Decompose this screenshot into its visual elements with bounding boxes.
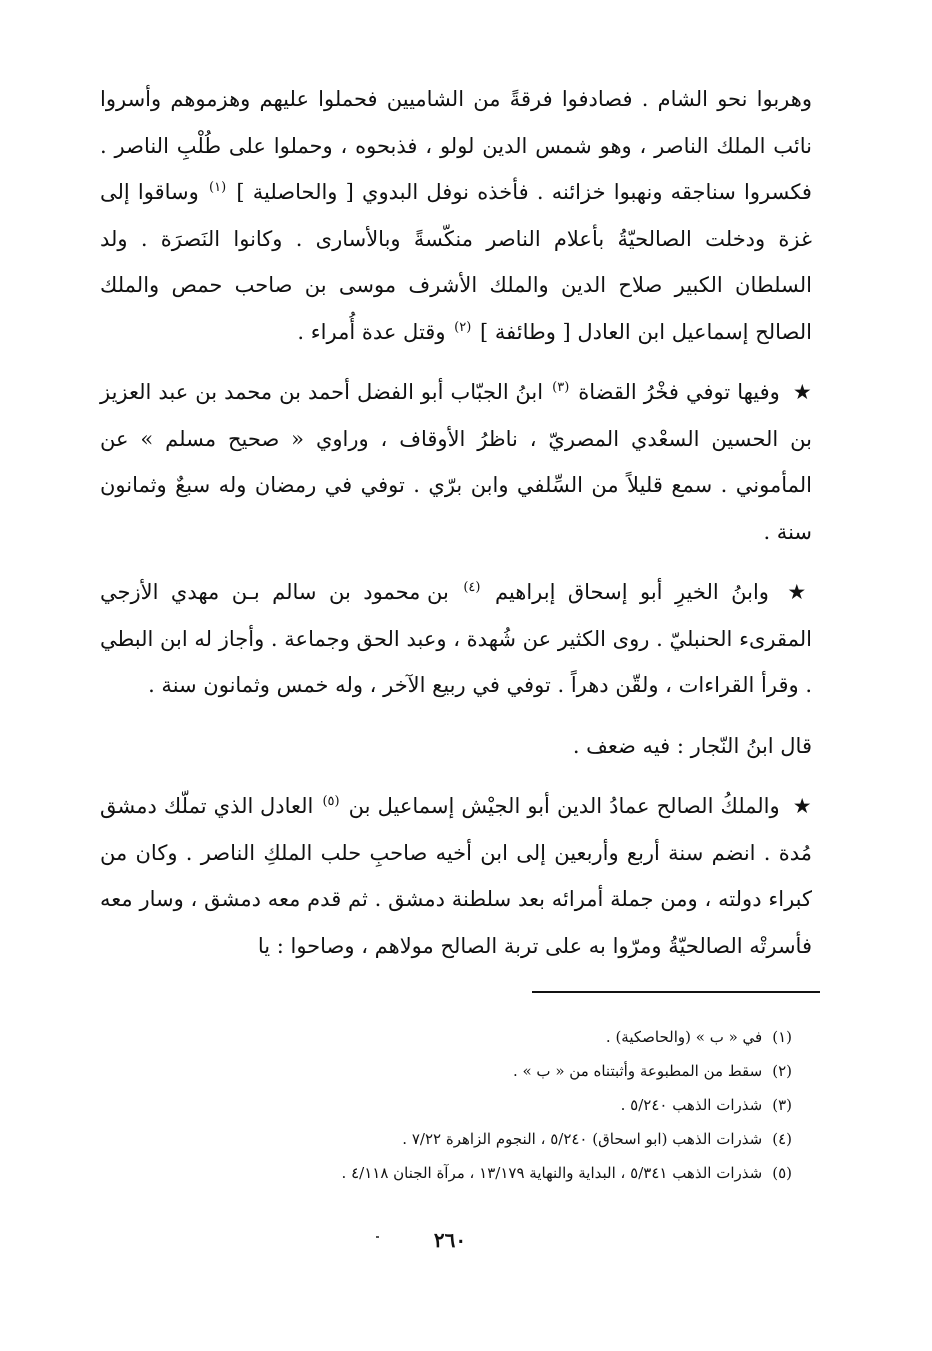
star-bullet-icon: ★ (792, 794, 812, 818)
paragraph-3 (100, 569, 812, 709)
paragraph-text: وقتل عدة أُمراء . (297, 319, 446, 344)
footnote-number: (١) (772, 1028, 792, 1046)
paragraph-2 (100, 369, 812, 555)
paragraph-text: وابنُ الخيرِ أبو إسحاق إبراهيم (494, 580, 769, 604)
paragraph-text: قال ابنُ النّجار : فيه ضعف . (572, 733, 812, 758)
footnote-text: شذرات الذهب (ابو اسحاق) ٥/٢٤٠ ، النجوم الزاهرة ٧/٢٢ . (402, 1130, 763, 1148)
footnote-reference: (٣) (552, 380, 570, 395)
paragraph-text: بن محمود بن سالم بـن مهدي الأزجي المقرىء الحنبليّ . روى الكثير عن شُهدة ، وعبد الحق وجماعة . وأجاز له ابن البطي . وقرأ القراءات ، ولقّن دهراً . توفي في ربيع الآخر ، وله خمس وثمانون سنة . (100, 580, 812, 697)
footnote-item (120, 1054, 792, 1088)
footnote-item (120, 1122, 792, 1156)
footnote-number: (٥) (772, 1164, 792, 1182)
paragraph-text: والملكُ الصالح عمادُ الدين أبو الجيْش إسماعيل بن (348, 794, 780, 818)
footnote-text: سقط من المطبوعة وأثبتناه من « ب » . (512, 1062, 763, 1080)
footnote-number: (٢) (772, 1062, 792, 1080)
footnote-text: شذرات الذهب ٥/٢٤٠ . (620, 1096, 763, 1114)
footnote-text: شذرات الذهب ٥/٣٤١ ، البداية والنهاية ١٣/١٧٩ ، مرآة الجنان ٤/١١٨ . (341, 1164, 763, 1182)
main-text (100, 76, 812, 969)
paragraph-text: العادل الذي تملّك دمشق مُدة . انضم سنة أربع وأربعين إلى ابن أخيه صاحبِ حلب الملكِ الناصر . وكان من كبراء دولته ، ومن جملة أمرائه بعد سلطنة دمشق . ثم قدم معه دمشق ، وسار معه فأسرتْه الصالحيّةُ ومرّوا به على تربة الصالح مولاهم ، وصاحوا : يا (100, 794, 812, 958)
star-bullet-icon: ★ (787, 580, 812, 604)
footnote-item (120, 1088, 792, 1122)
footnote-reference: (١) (209, 180, 227, 195)
paragraph-4 (100, 723, 812, 770)
footnote-separator (532, 991, 820, 993)
footnote-reference: (٤) (463, 580, 481, 595)
page-number: ٢٦٠ (433, 1228, 467, 1252)
star-bullet-icon: ★ (792, 380, 812, 404)
footnote-item (120, 1156, 792, 1190)
paragraph-text: وفيها توفي فخْرُ القضاة (578, 380, 780, 404)
paragraph-1 (100, 76, 812, 355)
footnote-number: (٣) (772, 1096, 792, 1114)
paragraph-text: وهربوا نحو الشام . فصادفوا فرقةً من الشاميين فحملوا عليهم وهزموهم وأسروا نائب الملك الناصر ، وهو شمس الدين لولو ، فذبحوه ، وحملوا على طُلْبِ الناصر . فكسروا سناجقه ونهبوا خزائنه . فأخذه نوفل البدوي [ والحاصلية ] (100, 87, 812, 204)
paragraph-text: ابنُ الجبّاب أبو الفضل أحمد بن محمد بن عبد العزيز بن الحسين السعْدي المصريّ ، ناظرُ الأوقاف ، وراوي « صحيح مسلم » عن المأموني . سمع قليلاً من السِّلفي وابن برّي . توفي في رمضان وله سبعٌ وثمانون سنة . (100, 380, 812, 544)
footnote-reference: (٢) (454, 319, 472, 335)
footnote-item (120, 1020, 792, 1054)
footnote-number: (٤) (772, 1130, 792, 1148)
footnote-text: في « ب » (والحاصكية) . (605, 1028, 763, 1046)
stray-mark (376, 1236, 379, 1238)
footnotes (120, 1020, 792, 1190)
paragraph-text: وساقوا إلى غزة ودخلت الصالحيّةُ بأعلام الناصر منكّسةً وبالأسارى . وكانوا النَصرَة . ولد السلطان الكبير صلاح الدين والملك الأشرف موسى بن صاحب حمص والملك الصالح إسماعيل ابن العادل [ وطائفة ] (100, 180, 812, 344)
paragraph-5 (100, 783, 812, 969)
footnote-reference: (٥) (322, 794, 340, 809)
